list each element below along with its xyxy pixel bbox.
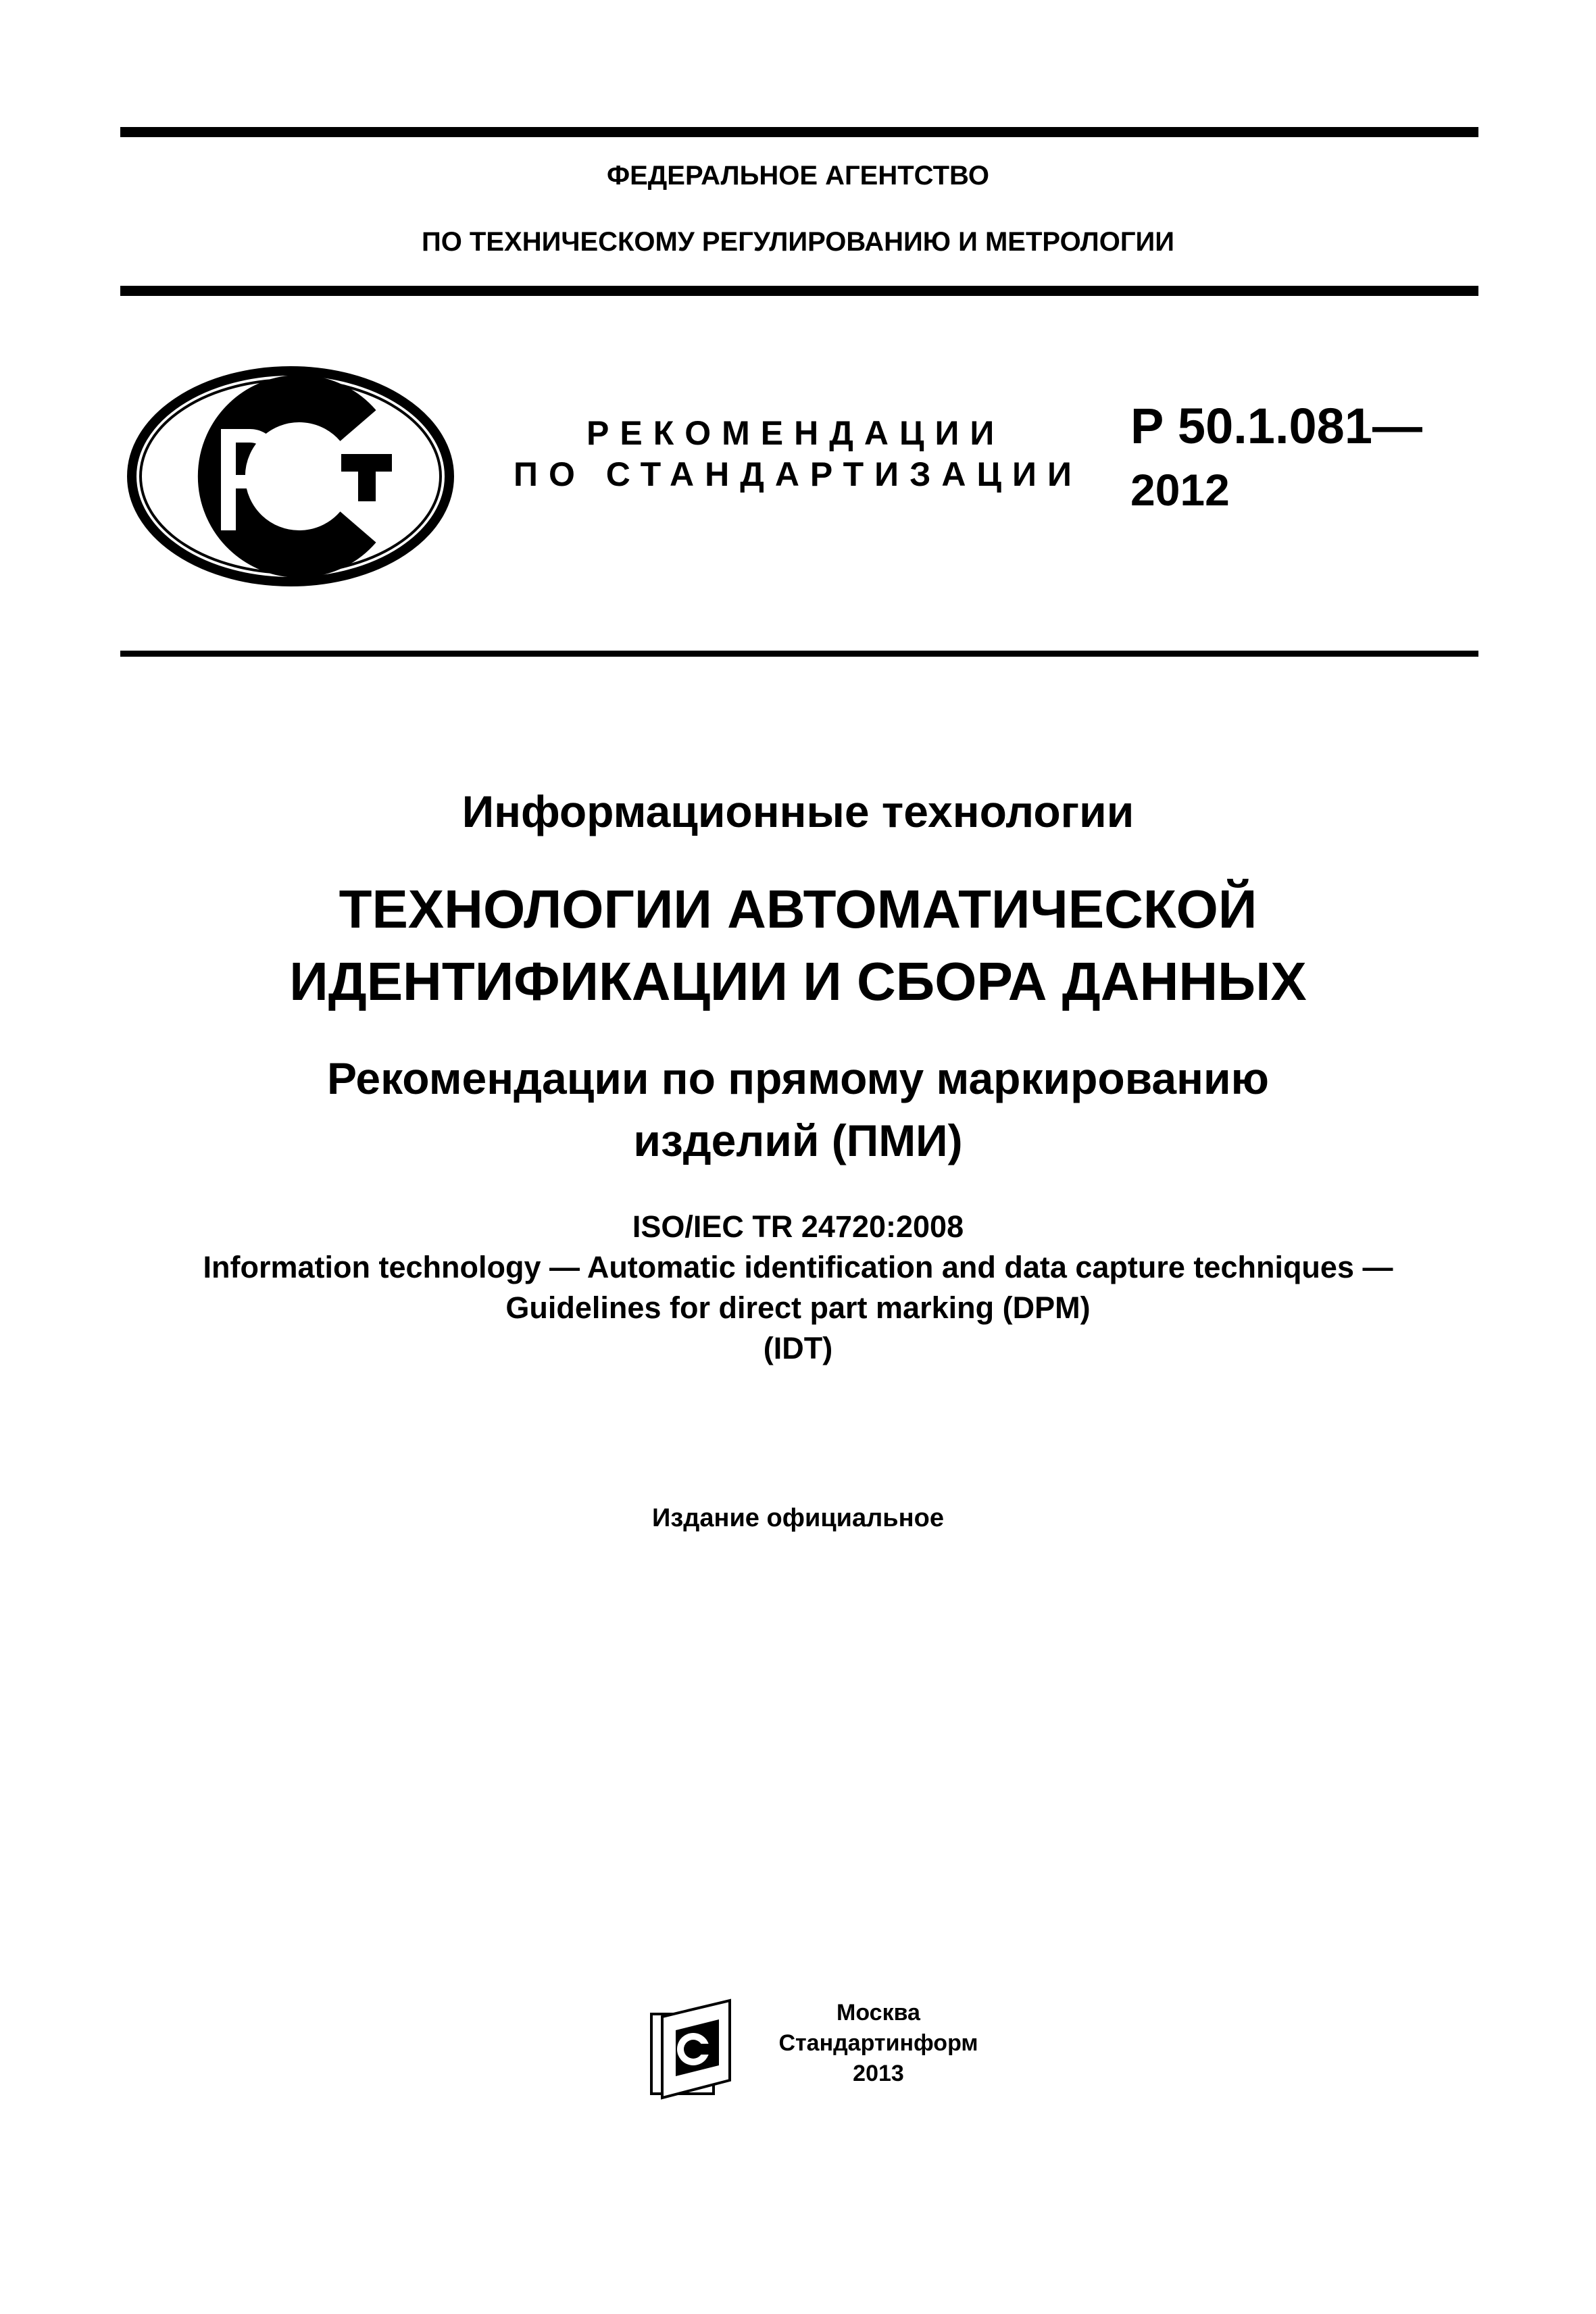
header-bottom-rule <box>120 286 1478 296</box>
top-rule <box>120 127 1478 137</box>
standard-type-line-2: ПО СТАНДАРТИЗАЦИИ <box>514 455 1082 493</box>
publisher-city: Москва <box>837 2000 920 2026</box>
standard-type-line-1: РЕКОМЕНДАЦИИ <box>587 414 1005 452</box>
title-main-line-2: ИДЕНТИФИКАЦИИ И СБОРА ДАННЫХ <box>289 951 1307 1011</box>
rst-logo-icon <box>125 365 456 588</box>
title-sub-line-1: Рекомендации по прямому маркированию <box>327 1053 1269 1103</box>
title-main-line-1: ТЕХНОЛОГИИ АВТОМАТИЧЕСКОЙ <box>339 879 1257 939</box>
iso-title-line-2: Guidelines for direct part marking (DPM) <box>505 1290 1091 1325</box>
title-category: Информационные технологии <box>462 786 1134 836</box>
agency-line-2: ПО ТЕХНИЧЕСКОМУ РЕГУЛИРОВАНИЮ И МЕТРОЛОГИИ <box>421 227 1175 257</box>
publisher-name: Стандартинформ <box>778 2030 978 2056</box>
edition-label: Издание официальное <box>652 1504 944 1532</box>
iso-code: ISO/IEC TR 24720:2008 <box>632 1209 964 1244</box>
standartinform-logo <box>649 1996 743 2105</box>
publisher-year: 2013 <box>853 2061 904 2086</box>
rst-logo <box>125 365 456 588</box>
standard-year: 2012 <box>1130 465 1230 515</box>
iso-degree: (IDT) <box>763 1331 833 1365</box>
title-sub-line-2: изделий (ПМИ) <box>633 1115 963 1165</box>
standard-number: Р 50.1.081— <box>1130 398 1422 454</box>
iso-title-line-1: Information technology — Automatic identification and data capture techniques — <box>203 1250 1393 1284</box>
standartinform-logo-icon <box>649 1996 743 2105</box>
agency-line-1: ФЕДЕРАЛЬНОЕ АГЕНТСТВО <box>606 161 990 191</box>
logo-bottom-rule <box>120 651 1478 657</box>
